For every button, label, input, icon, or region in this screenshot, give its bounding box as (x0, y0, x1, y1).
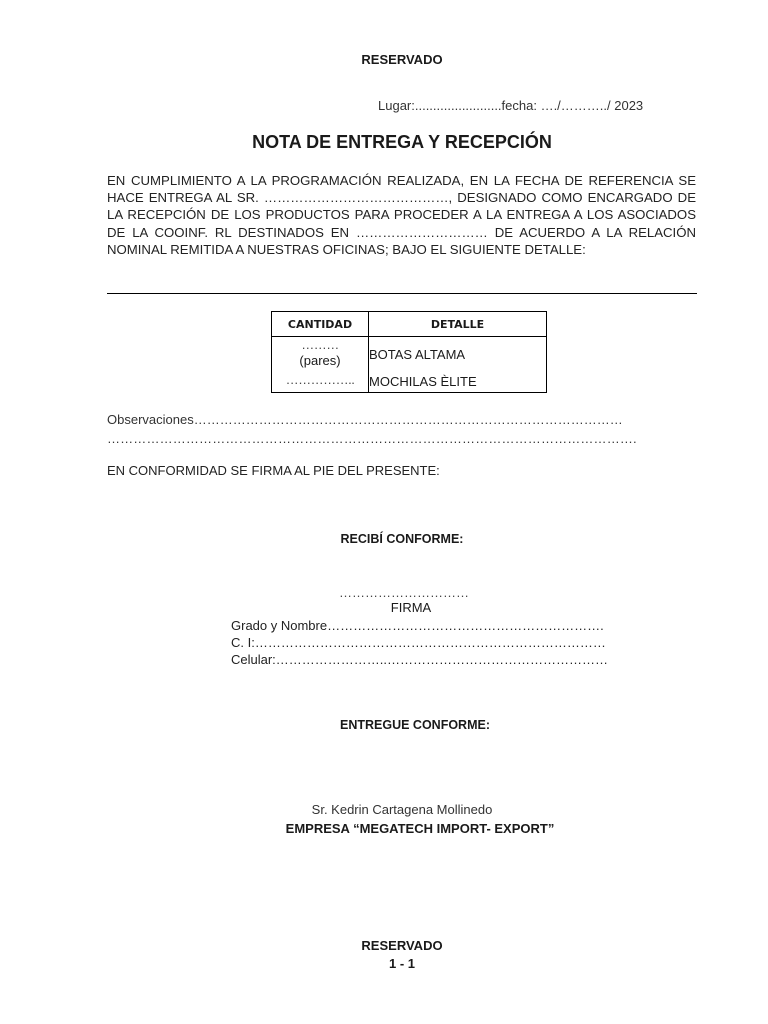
company-name: EMPRESA “MEGATECH IMPORT- EXPORT” (285, 821, 555, 836)
column-header-cantidad: CANTIDAD (272, 312, 369, 337)
column-header-detalle: DETALLE (369, 312, 547, 337)
observations-line-2: …………………………………………………………………………………………………………. (107, 431, 637, 446)
item-cell (369, 369, 547, 393)
signer-name: Sr. Kedrin Cartagena Mollinedo (311, 802, 493, 817)
page-number: 1 - 1 (388, 956, 415, 971)
document-title: NOTA DE ENTREGA Y RECEPCIÓN (252, 132, 552, 152)
phone-field: Celular:……………………..…………………………………………… (231, 652, 609, 667)
table-row (272, 337, 547, 370)
received-title: RECIBÍ CONFORME: (340, 532, 464, 546)
rank-name-field: Grado y Nombre………………………………………………………. (231, 618, 604, 633)
id-field: C. I:……………………………………………………………………… (231, 635, 606, 650)
quantity-cell (272, 369, 369, 393)
intro-paragraph: EN CUMPLIMIENTO A LA PROGRAMACIÓN REALIZADA, EN LA FECHA DE REFERENCIA SE HACE ENTREGA AL SR. ……………………………………, DESIGNADO COMO ENCARGADO DE LA RECEPCIÓN DE LOS PRODUCTOS PARA PROCEDER A LA ENTREGA A LOS ASOCIADOS DE LA COOINF. RL DESTINADOS EN ………………………… DE ACUERDO A LA RELACIÓN NOMINAL REMITIDA A NUESTRAS OFICINAS; BAJO EL SIGUIENTE DETALLE: (107, 173, 696, 257)
signature-line: ………………………… (339, 585, 469, 600)
place-date-line: Lugar:........................fecha: …./………../ 2023 (378, 98, 644, 113)
quantity-unit: (pares) (299, 353, 341, 368)
conformity-statement: EN CONFORMIDAD SE FIRMA AL PIE DEL PRESENTE: (107, 463, 440, 478)
quantity-blank: …………….. (285, 372, 355, 387)
table-header-row (272, 312, 547, 337)
table-row (272, 369, 547, 393)
detail-table (271, 311, 547, 393)
classification-footer: RESERVADO (361, 938, 443, 953)
classification-header: RESERVADO (361, 52, 443, 67)
item-name: MOCHILAS ÈLITE (369, 374, 477, 389)
quantity-cell (272, 337, 369, 370)
horizontal-rule (107, 293, 697, 294)
observations-line: Observaciones……………………………………………………………………………………… (107, 412, 623, 427)
signature-label: FIRMA (390, 600, 432, 615)
delivered-title: ENTREGUE CONFORME: (340, 718, 490, 732)
item-name: BOTAS ALTAMA (369, 347, 466, 362)
quantity-blank: ……… (301, 337, 339, 352)
item-cell (369, 337, 547, 370)
